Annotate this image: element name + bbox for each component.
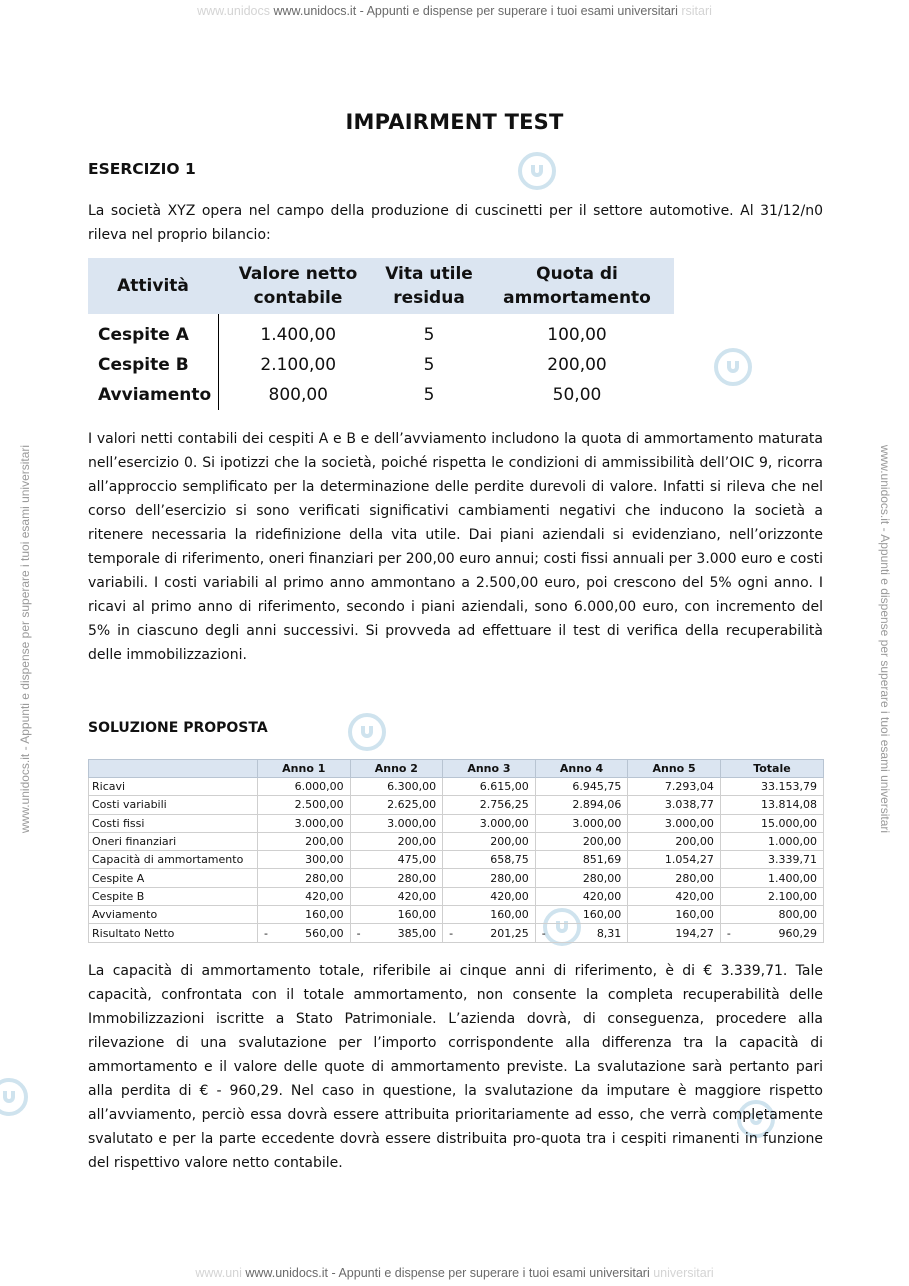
net-value: 194,27 bbox=[675, 926, 714, 940]
net-value: 201,25 bbox=[490, 926, 529, 940]
watermark-logo-icon bbox=[0, 1078, 28, 1116]
table-cell: 3.000,00 bbox=[350, 814, 443, 832]
table-cell: 3.000,00 bbox=[628, 814, 721, 832]
table-cell: 2.894,06 bbox=[535, 796, 628, 814]
row-label: Cespite B bbox=[89, 887, 258, 905]
table-cell: 200,00 bbox=[547, 355, 607, 375]
watermark-logo-icon bbox=[348, 713, 386, 751]
row-label: Oneri finanziari bbox=[89, 832, 258, 850]
net-result-cell bbox=[443, 924, 536, 942]
table-cell: 2.100,00 bbox=[260, 355, 337, 375]
table-row bbox=[89, 851, 824, 869]
table-cell: 13.814,08 bbox=[720, 796, 823, 814]
table-cell: 420,00 bbox=[350, 887, 443, 905]
table-cell: 160,00 bbox=[258, 906, 351, 924]
page-title: IMPAIRMENT TEST bbox=[345, 110, 564, 134]
footer-text: www.unidocs.it - Appunti e dispense per superare i tuoi esami universitari bbox=[245, 1266, 650, 1280]
net-value: 385,00 bbox=[397, 926, 437, 940]
table-cell: 6.000,00 bbox=[258, 778, 351, 796]
net-result-cell bbox=[535, 924, 628, 942]
table-cell: 2.756,25 bbox=[443, 796, 536, 814]
row-label: Costi variabili bbox=[89, 796, 258, 814]
table-cell: 420,00 bbox=[443, 887, 536, 905]
side-watermark-left: www.unidocs.it - Appunti e dispense per superare i tuoi esami universitari bbox=[18, 444, 32, 834]
negative-sign: - bbox=[726, 926, 731, 940]
table-cell: 5 bbox=[423, 355, 435, 375]
table-cell: 280,00 bbox=[258, 869, 351, 887]
table-cell: 800,00 bbox=[268, 385, 328, 405]
table-cell: 420,00 bbox=[258, 887, 351, 905]
table-cell: 3.038,77 bbox=[628, 796, 721, 814]
solution-header-cell bbox=[89, 760, 258, 778]
assets-header-cell: Vita utile residua bbox=[378, 258, 480, 314]
table-row bbox=[89, 832, 824, 850]
assets-header-cell: Quota di ammortamento bbox=[480, 258, 674, 314]
solution-table-header bbox=[89, 760, 824, 778]
page-header bbox=[0, 4, 909, 18]
solution-header-cell: Anno 1 bbox=[258, 760, 351, 778]
row-label: Capacità di ammortamento bbox=[89, 851, 258, 869]
table-cell: 5 bbox=[423, 385, 435, 405]
table-cell: 800,00 bbox=[720, 906, 823, 924]
table-cell: 33.153,79 bbox=[720, 778, 823, 796]
table-cell: 475,00 bbox=[350, 851, 443, 869]
watermark-logo-icon bbox=[714, 348, 752, 386]
table-cell: 6.615,00 bbox=[443, 778, 536, 796]
footer-ghost-right: universitari bbox=[653, 1266, 714, 1280]
table-cell: 200,00 bbox=[628, 832, 721, 850]
table-cell: 160,00 bbox=[535, 906, 628, 924]
table-cell: 420,00 bbox=[628, 887, 721, 905]
net-result-cell bbox=[258, 924, 351, 942]
table-cell: 100,00 bbox=[547, 325, 607, 345]
solution-header-cell: Anno 3 bbox=[443, 760, 536, 778]
table-row bbox=[88, 314, 674, 350]
solution-header-cell: Anno 5 bbox=[628, 760, 721, 778]
header-ghost-left: www.unidocs bbox=[197, 4, 271, 18]
solution-header-cell: Anno 4 bbox=[535, 760, 628, 778]
net-result-cell bbox=[350, 924, 443, 942]
table-cell: 280,00 bbox=[443, 869, 536, 887]
table-cell: 7.293,04 bbox=[628, 778, 721, 796]
table-cell: 200,00 bbox=[350, 832, 443, 850]
table-cell: 200,00 bbox=[443, 832, 536, 850]
table-cell: 2.100,00 bbox=[720, 887, 823, 905]
row-label: Avviamento bbox=[89, 906, 258, 924]
table-cell: 2.625,00 bbox=[350, 796, 443, 814]
exercise-heading: ESERCIZIO 1 bbox=[88, 160, 196, 178]
table-row bbox=[89, 906, 824, 924]
row-label: Costi fissi bbox=[89, 814, 258, 832]
row-label: Cespite A bbox=[89, 869, 258, 887]
side-watermark-right: www.unidocs.it - Appunti e dispense per superare i tuoi esami universitari bbox=[878, 444, 892, 834]
negative-sign: - bbox=[264, 926, 268, 940]
table-row bbox=[89, 814, 824, 832]
row-label: Ricavi bbox=[89, 778, 258, 796]
table-cell: 280,00 bbox=[628, 869, 721, 887]
net-result-cell bbox=[628, 924, 721, 942]
body-paragraph: I valori netti contabili dei cespiti A e B e dell’avviamento includono la quota di ammortamento maturata nell’esercizio 0. Si ipotizzi che la società, poiché rispetta le condizioni di ammissibilità dell’OIC 9, ricorra all’approccio semplificato per la determinazione delle perdite durevoli di valore. Infatti si rileva che nel corso dell’esercizio si sono verificati significativi cambiamenti negativi che inducono la società a ritenere necessaria la ridefinizione della vita utile. Dai piani aziendali si evidenziano, nell’orizzonte temporale di riferimento, oneri finanziari per 200,00 euro annui; costi fissi annuali per 3.000 euro e costi variabili. I costi variabili al primo anno ammontano a 2.500,00 euro, poi crescono del 5% ogni anno. I ricavi al primo anno di riferimento, secondo i piani aziendali, sono 6.000,00 euro, con incremento del 5% in ciascuno degli anni successivi. Si provveda ad effettuare il test di verifica della recuperabilità delle immobilizzazioni. bbox=[88, 431, 823, 663]
table-cell: 280,00 bbox=[535, 869, 628, 887]
negative-sign: - bbox=[356, 926, 361, 940]
solution-table bbox=[88, 759, 824, 943]
header-text: www.unidocs.it - Appunti e dispense per superare i tuoi esami universitari bbox=[273, 4, 678, 18]
table-cell: 420,00 bbox=[535, 887, 628, 905]
table-cell: 658,75 bbox=[443, 851, 536, 869]
solution-table-body bbox=[89, 778, 824, 943]
table-cell: 300,00 bbox=[258, 851, 351, 869]
table-row bbox=[88, 380, 674, 410]
table-cell: 1.054,27 bbox=[628, 851, 721, 869]
assets-header-cell: Valore netto contabile bbox=[218, 258, 378, 314]
header-ghost-right: rsitari bbox=[681, 4, 712, 18]
asset-name: Cespite B bbox=[88, 350, 218, 380]
conclusion-paragraph: La capacità di ammortamento totale, riferibile ai cinque anni di riferimento, è di € 3.339,71. Tale capacità, confrontata con il totale ammortamento, non consente la completa recuperabilità delle Immobilizzazioni iscritte a Stato Patrimoniale. L’azienda dovrà, di conseguenza, procedere alla rilevazione di una svalutazione per l’importo corrispondente alla differenza tra la capacità di ammortamento e il valore delle quote di ammortamento previste. La svalutazione sarà pertanto pari alla perdita di € - 960,29. Nel caso in questione, la svalutazione da imputare è maggiore rispetto all’avviamento, perciò essa dovrà essere attribuita prioritariamente ad esso, che verrà completamente svalutato e per la parte eccedente dovrà essere distribuita pro-quota tra i cespiti rimanenti in funzione del rispettivo valore netto contabile. bbox=[88, 963, 823, 1171]
table-cell: 6.300,00 bbox=[350, 778, 443, 796]
asset-name: Avviamento bbox=[88, 380, 218, 410]
table-cell: 160,00 bbox=[628, 906, 721, 924]
table-cell: 160,00 bbox=[350, 906, 443, 924]
table-row bbox=[89, 869, 824, 887]
net-result-row bbox=[89, 924, 824, 942]
assets-table bbox=[88, 258, 674, 410]
table-row bbox=[88, 350, 674, 380]
assets-header-cell: Attività bbox=[88, 258, 218, 314]
table-row bbox=[89, 796, 824, 814]
solution-heading: SOLUZIONE PROPOSTA bbox=[88, 720, 268, 736]
net-value: 8,31 bbox=[596, 926, 622, 940]
table-cell: 50,00 bbox=[552, 385, 602, 405]
net-value: 960,29 bbox=[778, 926, 817, 940]
table-cell: 3.000,00 bbox=[443, 814, 536, 832]
net-value: 560,00 bbox=[305, 926, 344, 940]
table-cell: 1.000,00 bbox=[720, 832, 823, 850]
solution-header-cell: Totale bbox=[720, 760, 823, 778]
table-cell: 3.000,00 bbox=[258, 814, 351, 832]
solution-header-cell: Anno 2 bbox=[350, 760, 443, 778]
watermark-logo-icon bbox=[518, 152, 556, 190]
table-cell: 160,00 bbox=[443, 906, 536, 924]
table-cell: 6.945,75 bbox=[535, 778, 628, 796]
row-label: Risultato Netto bbox=[89, 924, 258, 942]
table-row bbox=[89, 887, 824, 905]
assets-table-header bbox=[88, 258, 674, 314]
table-cell: 15.000,00 bbox=[720, 814, 823, 832]
table-cell: 280,00 bbox=[350, 869, 443, 887]
net-result-cell bbox=[720, 924, 823, 942]
footer-ghost-left: www.uni bbox=[195, 1266, 242, 1280]
page-footer bbox=[0, 1266, 909, 1280]
table-cell: 1.400,00 bbox=[260, 325, 337, 345]
table-cell: 1.400,00 bbox=[720, 869, 823, 887]
table-cell: 2.500,00 bbox=[258, 796, 351, 814]
table-cell: 200,00 bbox=[535, 832, 628, 850]
table-row bbox=[89, 778, 824, 796]
table-cell: 3.339,71 bbox=[720, 851, 823, 869]
negative-sign: - bbox=[449, 926, 454, 940]
table-cell: 5 bbox=[423, 325, 435, 345]
asset-name: Cespite A bbox=[88, 314, 218, 350]
intro-paragraph: La società XYZ opera nel campo della produzione di cuscinetti per il settore automotive. Al 31/12/n0 rileva nel proprio bilancio: bbox=[88, 203, 823, 243]
table-cell: 3.000,00 bbox=[535, 814, 628, 832]
table-cell: 200,00 bbox=[258, 832, 351, 850]
negative-sign: - bbox=[541, 926, 546, 940]
table-cell: 851,69 bbox=[535, 851, 628, 869]
